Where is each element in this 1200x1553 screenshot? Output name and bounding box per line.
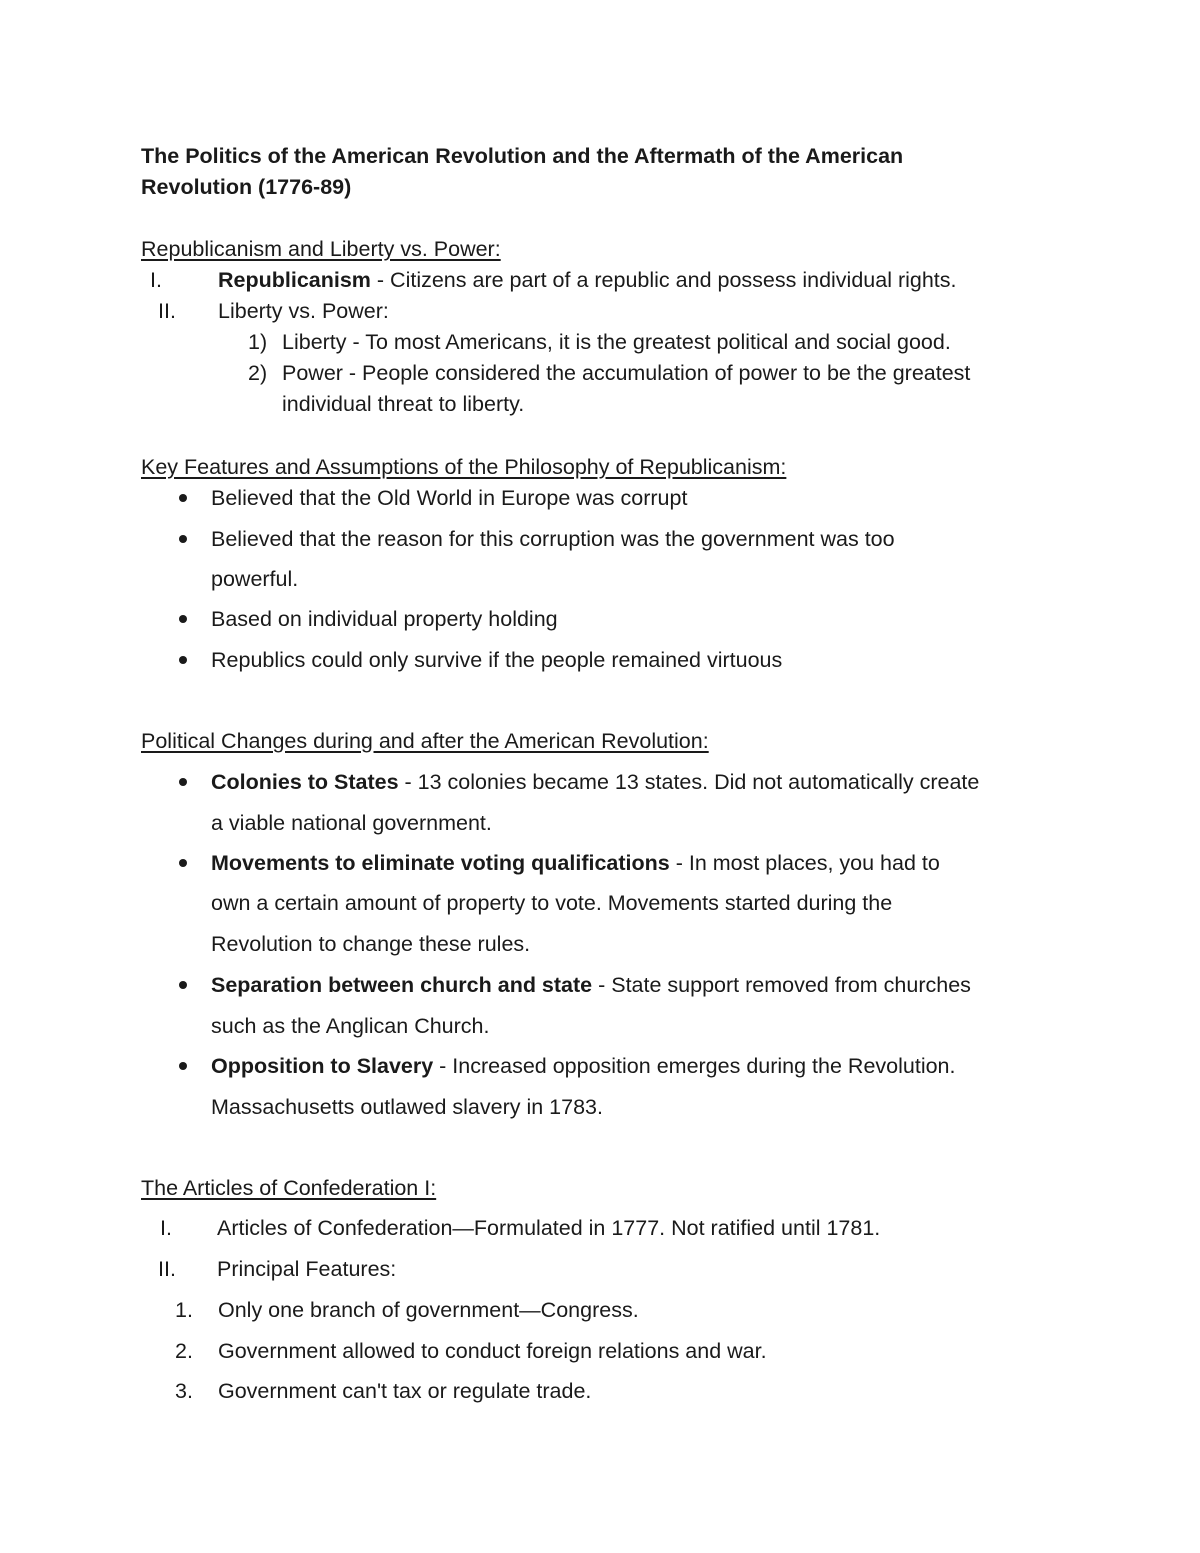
term: Separation between church and state	[211, 973, 593, 997]
bullet-icon	[179, 859, 187, 867]
bullet-item-church-line-2: such as the Anglican Church.	[211, 1014, 490, 1038]
bullet-item: Republics could only survive if the people remained virtuous	[211, 648, 783, 672]
sub-item: Government allowed to conduct foreign relations and war.	[218, 1339, 767, 1363]
bullet-icon	[179, 494, 187, 502]
numbered-marker: 2.	[175, 1339, 193, 1363]
roman-marker: I.	[160, 1216, 172, 1240]
document-title-line-1: The Politics of the American Revolution and the Aftermath of the American	[141, 144, 904, 168]
term: Republicanism	[218, 268, 371, 292]
bullet-icon	[179, 535, 187, 543]
term: Movements to eliminate voting qualifications	[211, 851, 670, 875]
section-heading-republicanism: Republicanism and Liberty vs. Power:	[141, 237, 501, 261]
bullet-icon	[179, 1062, 187, 1070]
bullet-item-line-2: powerful.	[211, 567, 299, 591]
bullet-item-slavery-line-2: Massachusetts outlawed slavery in 1783.	[211, 1095, 603, 1119]
numbered-marker: 2)	[248, 361, 268, 385]
definition: - Citizens are part of a republic and possess individual rights.	[370, 268, 957, 292]
term: Colonies to States	[211, 770, 399, 794]
roman-marker: II.	[158, 299, 176, 323]
section-heading-articles: The Articles of Confederation I:	[141, 1176, 437, 1200]
bullet-icon	[179, 981, 187, 989]
bullet-item: Based on individual property holding	[211, 607, 558, 631]
numbered-marker: 1.	[175, 1298, 193, 1322]
list-item-articles: Articles of Confederation—Formulated in 1777. Not ratified until 1781.	[217, 1216, 881, 1240]
sub-item-liberty: Liberty - To most Americans, it is the greatest political and social good.	[282, 330, 951, 354]
document-title-line-2: Revolution (1776-89)	[141, 175, 352, 199]
numbered-marker: 3.	[175, 1379, 193, 1403]
list-item-principal-features: Principal Features:	[217, 1257, 397, 1281]
section-heading-key-features: Key Features and Assumptions of the Philosophy of Republicanism:	[141, 455, 787, 479]
bullet-item-voting-line-3: Revolution to change these rules.	[211, 932, 531, 956]
bullet-item-colonies-line-2: a viable national government.	[211, 811, 492, 835]
bullet-item-voting-line-2: own a certain amount of property to vote. Movements started during the	[211, 891, 893, 915]
sub-item-power-line-1: Power - People considered the accumulation of power to be the greatest	[282, 361, 971, 385]
bullet-item: Believed that the Old World in Europe was corrupt	[211, 486, 688, 510]
bullet-item-church-line-1	[211, 972, 971, 998]
term: Opposition to Slavery	[211, 1054, 434, 1078]
bullet-item-colonies-line-1	[211, 769, 979, 795]
bullet-icon	[179, 615, 187, 623]
list-item-liberty-vs-power: Liberty vs. Power:	[218, 299, 389, 323]
definition: - In most places, you had to	[669, 851, 940, 875]
sub-item: Government can't tax or regulate trade.	[218, 1379, 592, 1403]
list-item-republicanism	[218, 267, 957, 293]
bullet-item-line-1: Believed that the reason for this corruption was the government was too	[211, 527, 895, 551]
roman-marker: II.	[158, 1257, 176, 1281]
sub-item-power-line-2: individual threat to liberty.	[282, 392, 525, 416]
bullet-item-slavery-line-1	[211, 1053, 955, 1079]
sub-item: Only one branch of government—Congress.	[218, 1298, 639, 1322]
definition: - Increased opposition emerges during the Revolution.	[433, 1054, 956, 1078]
bullet-icon	[179, 778, 187, 786]
bullet-item-voting-line-1	[211, 850, 940, 876]
bullet-icon	[179, 656, 187, 664]
definition: - State support removed from churches	[592, 973, 971, 997]
section-heading-political-changes: Political Changes during and after the American Revolution:	[141, 729, 709, 753]
numbered-marker: 1)	[248, 330, 268, 354]
definition: - 13 colonies became 13 states. Did not automatically create	[398, 770, 980, 794]
roman-marker: I.	[150, 268, 162, 292]
